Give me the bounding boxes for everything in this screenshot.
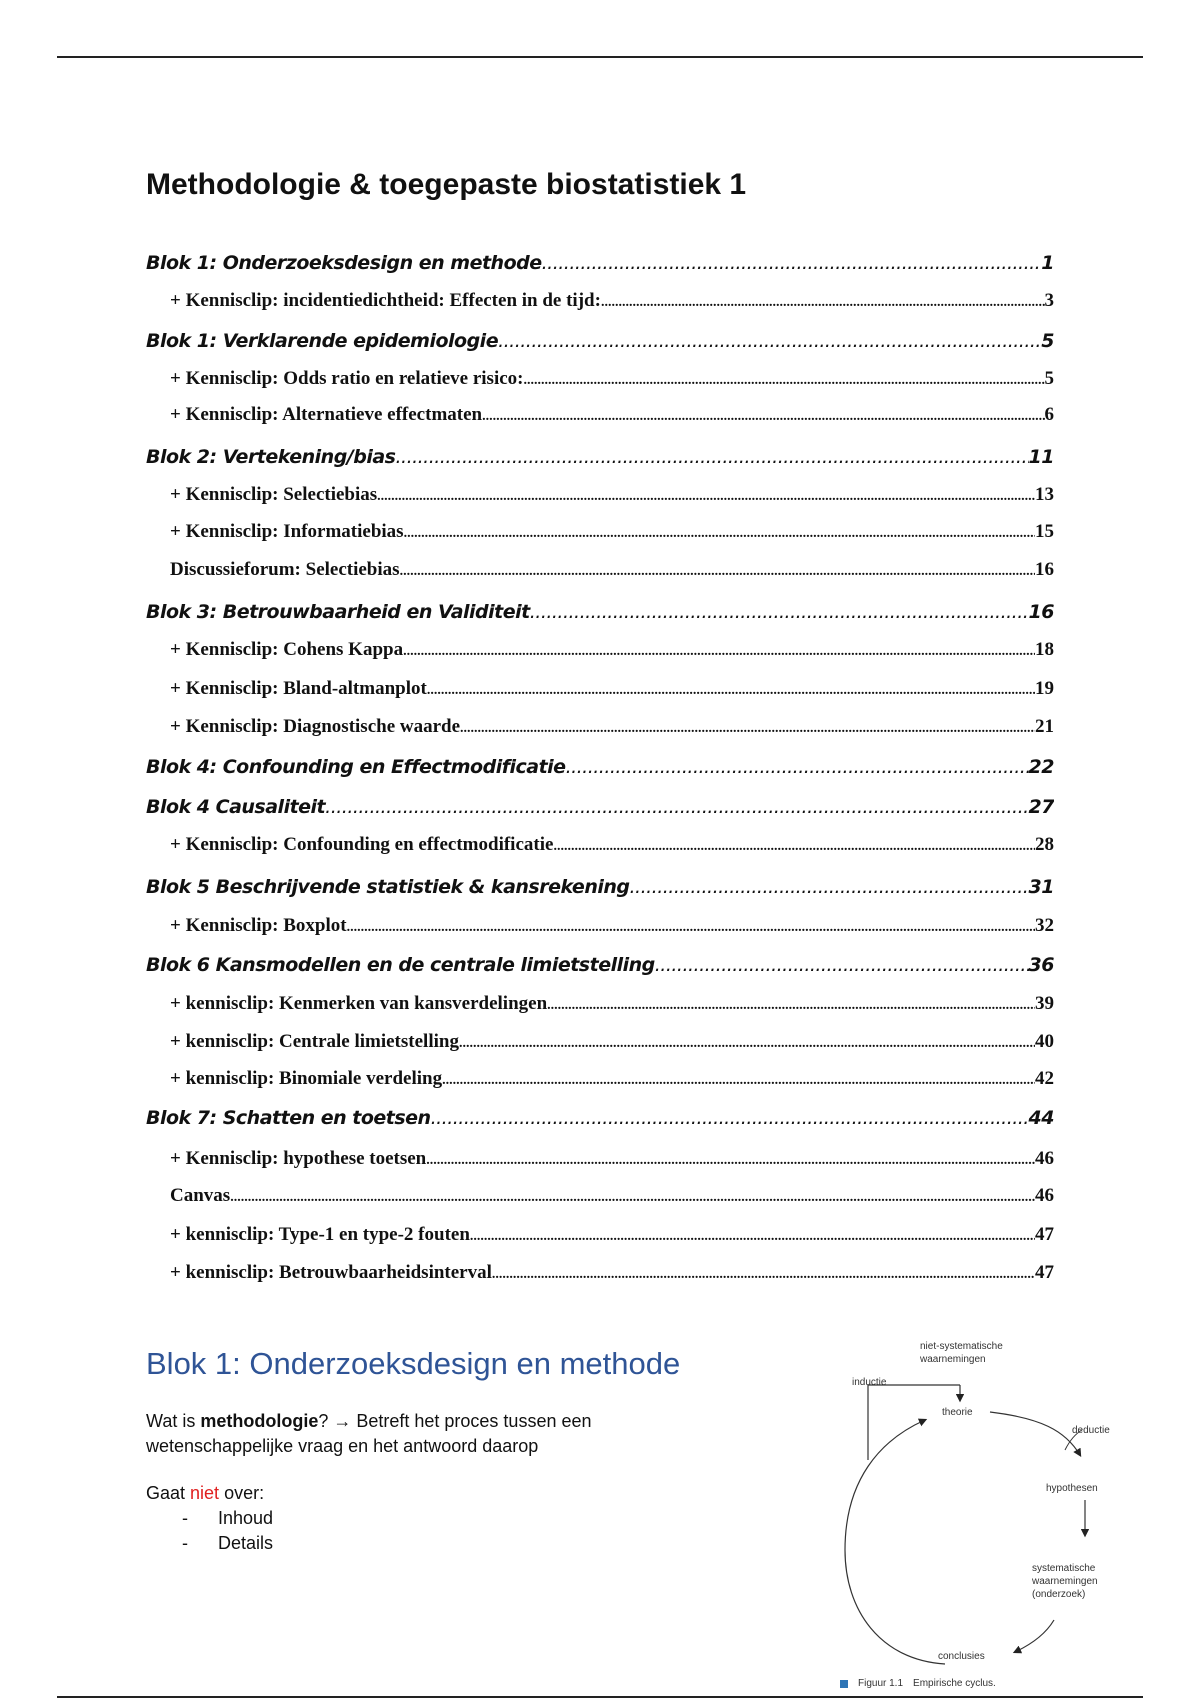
toc-leader-dots (530, 601, 1029, 623)
toc-entry-label: + kennisclip: Betrouwbaarheidsinterval (170, 1262, 492, 1283)
dash-marker: - (182, 1508, 188, 1528)
arrow-to-hypothesen (990, 1412, 1080, 1455)
toc-entry-label: + Kennisclip: Cohens Kappa (170, 639, 404, 660)
toc-entry-page: 28 (1035, 834, 1054, 855)
toc-entry-label: + Kennisclip: Diagnostische waarde (170, 716, 461, 737)
toc-entry-main[interactable] (146, 446, 1054, 468)
toc-entry-page: 6 (1044, 404, 1054, 425)
methodology-definition (146, 1409, 706, 1459)
toc-entry-label: Blok 4 Causaliteit (146, 796, 326, 818)
toc-entry-page: 42 (1035, 1068, 1054, 1089)
toc-leader-dots (524, 373, 1045, 389)
caption-text: Empirische cyclus. (913, 1678, 996, 1689)
toc-entry-sub[interactable] (146, 521, 1054, 543)
toc-entry-sub[interactable] (146, 368, 1054, 390)
toc-leader-dots (547, 998, 1035, 1014)
toc-entry-sub[interactable] (146, 678, 1054, 700)
toc-entry-sub[interactable] (146, 1262, 1054, 1284)
toc-entry-label: + Kennisclip: Informatiebias (170, 521, 404, 542)
toc-entry-sub[interactable] (146, 716, 1054, 738)
top-rule (57, 56, 1143, 58)
not-about-line (146, 1481, 706, 1506)
toc-entry-page: 46 (1035, 1148, 1054, 1169)
toc-entry-page: 47 (1035, 1262, 1054, 1283)
toc-entry-page: 3 (1044, 290, 1054, 311)
toc-entry-sub[interactable] (146, 1185, 1054, 1207)
toc-entry-page: 31 (1028, 876, 1054, 898)
toc-entry-page: 16 (1035, 559, 1054, 580)
toc-entry-main[interactable] (146, 1107, 1054, 1129)
toc-leader-dots (325, 796, 1028, 818)
toc-entry-label: + Kennisclip: Selectiebias (170, 484, 378, 505)
toc-entry-label: Blok 4: Confounding en Effectmodificatie (146, 756, 566, 778)
toc-entry-label: Canvas (170, 1185, 231, 1206)
toc-entry-page: 32 (1035, 915, 1054, 936)
toc-leader-dots (542, 252, 1042, 274)
not-about-list (146, 1506, 706, 1556)
toc-entry-page: 21 (1035, 716, 1054, 737)
toc-leader-dots (347, 920, 1035, 936)
toc-entry-sub[interactable] (146, 559, 1054, 581)
toc-entry-main[interactable] (146, 756, 1054, 778)
label-niet-systematisch: niet-systematische waarnemingen (920, 1341, 1003, 1365)
toc-entry-label: Discussieforum: Selectiebias (170, 559, 400, 580)
text-fragment: ? → Betreft het proces tussen een wetenschappelijke vraag en het antwoord daarop (146, 1411, 592, 1456)
toc-entry-main[interactable] (146, 796, 1054, 818)
toc-entry-main[interactable] (146, 601, 1054, 623)
red-emphasis: niet (190, 1483, 220, 1503)
list-item (146, 1506, 706, 1531)
toc-entry-label: Blok 1: Onderzoeksdesign en methode (146, 252, 542, 274)
toc-entry-page: 47 (1035, 1224, 1054, 1245)
toc-entry-page: 16 (1028, 601, 1054, 623)
toc-leader-dots (459, 1036, 1035, 1052)
toc-entry-sub[interactable] (146, 915, 1054, 937)
toc-entry-sub[interactable] (146, 290, 1054, 312)
toc-entry-page: 19 (1035, 678, 1054, 699)
toc-entry-page: 13 (1035, 484, 1054, 505)
toc-leader-dots (404, 526, 1035, 542)
toc-entry-sub[interactable] (146, 639, 1054, 661)
toc-entry-main[interactable] (146, 954, 1054, 976)
toc-entry-page: 1 (1041, 252, 1054, 274)
empirical-cycle-figure (820, 1330, 1150, 1698)
toc-entry-label: Blok 6 Kansmodellen en de centrale limietstelling (146, 954, 655, 976)
toc-entry-page: 5 (1041, 330, 1054, 352)
toc-entry-label: + Kennisclip: Boxplot (170, 915, 347, 936)
toc-leader-dots (492, 1267, 1035, 1283)
toc-entry-page: 22 (1028, 756, 1054, 778)
toc-entry-main[interactable] (146, 330, 1054, 352)
toc-leader-dots (470, 1229, 1035, 1245)
label-deductie: deductie (1072, 1425, 1110, 1436)
toc-entry-label: Blok 5 Beschrijvende statistiek & kansrekening (146, 876, 630, 898)
table-of-contents (146, 252, 1054, 1292)
toc-entry-label: + kennisclip: Kenmerken van kansverdelingen (170, 993, 548, 1014)
caption-square-icon (840, 1680, 848, 1688)
toc-entry-page: 18 (1035, 639, 1054, 660)
toc-leader-dots (566, 756, 1029, 778)
toc-entry-sub[interactable] (146, 834, 1054, 856)
toc-leader-dots (601, 295, 1045, 311)
label-conclusies: conclusies (938, 1651, 985, 1662)
label-hypothesen: hypothesen (1046, 1483, 1098, 1494)
toc-entry-label: Blok 1: Verklarende epidemiologie (146, 330, 499, 352)
toc-entry-label: + kennisclip: Centrale limietstelling (170, 1031, 459, 1052)
toc-leader-dots (442, 1073, 1035, 1089)
toc-leader-dots (630, 876, 1029, 898)
toc-entry-label: Blok 3: Betrouwbaarheid en Validiteit (146, 601, 530, 623)
toc-entry-label: + Kennisclip: Odds ratio en relatieve risico: (170, 368, 524, 389)
arrow-back-to-theorie (845, 1420, 945, 1664)
toc-entry-label: + Kennisclip: Alternatieve effectmaten (170, 404, 483, 425)
list-item (146, 1531, 706, 1556)
toc-entry-main[interactable] (146, 876, 1054, 898)
toc-leader-dots (426, 1153, 1035, 1169)
text-fragment: over: (219, 1483, 265, 1503)
label-systematisch: systematische waarnemingen (onderzoek) (1032, 1563, 1098, 1600)
toc-leader-dots (460, 721, 1035, 737)
figure-caption (840, 1678, 996, 1689)
label-theorie: theorie (942, 1407, 973, 1418)
toc-entry-main[interactable] (146, 252, 1054, 274)
toc-entry-sub[interactable] (146, 1068, 1054, 1090)
toc-entry-sub[interactable] (146, 404, 1054, 426)
toc-entry-sub[interactable] (146, 993, 1054, 1015)
toc-entry-label: Blok 2: Vertekening/bias (146, 446, 396, 468)
toc-entry-page: 36 (1028, 954, 1054, 976)
toc-entry-label: Blok 7: Schatten en toetsen (146, 1107, 431, 1129)
toc-entry-sub[interactable] (146, 484, 1054, 506)
text-fragment: Gaat (146, 1483, 191, 1503)
list-item-text: Details (218, 1533, 274, 1553)
toc-leader-dots (427, 683, 1035, 699)
label-inductie: inductie (852, 1377, 887, 1388)
toc-entry-sub[interactable] (146, 1224, 1054, 1246)
toc-entry-page: 15 (1035, 521, 1054, 542)
toc-leader-dots (230, 1190, 1035, 1206)
toc-entry-label: + kennisclip: Type-1 en type-2 fouten (170, 1224, 470, 1245)
document-title: Methodologie & toegepaste biostatistiek 1 (146, 168, 747, 201)
toc-entry-label: + Kennisclip: Confounding en effectmodificatie (170, 834, 554, 855)
toc-leader-dots (400, 564, 1035, 580)
text-fragment: Wat is (146, 1411, 201, 1431)
toc-leader-dots (482, 409, 1044, 425)
toc-leader-dots (655, 954, 1029, 976)
caption-number: Figuur 1.1 (858, 1678, 904, 1689)
bold-term: methodologie (200, 1411, 319, 1431)
arrow-to-conclusies (1015, 1620, 1054, 1652)
bottom-rule (57, 1696, 1143, 1698)
toc-entry-sub[interactable] (146, 1148, 1054, 1170)
toc-entry-page: 40 (1035, 1031, 1054, 1052)
toc-entry-page: 5 (1044, 368, 1054, 389)
toc-leader-dots (431, 1107, 1029, 1129)
toc-entry-label: + kennisclip: Binomiale verdeling (170, 1068, 443, 1089)
toc-leader-dots (395, 446, 1028, 468)
toc-entry-page: 11 (1028, 446, 1054, 468)
dash-marker: - (182, 1533, 188, 1553)
section-body (146, 1409, 706, 1556)
toc-entry-page: 44 (1028, 1107, 1054, 1129)
toc-leader-dots (377, 489, 1035, 505)
toc-entry-label: + Kennisclip: Bland-altmanplot (170, 678, 427, 699)
toc-entry-label: + Kennisclip: incidentiedichtheid: Effecten in de tijd: (170, 290, 601, 311)
toc-leader-dots (498, 330, 1041, 352)
toc-entry-page: 46 (1035, 1185, 1054, 1206)
toc-leader-dots (553, 839, 1035, 855)
toc-entry-page: 27 (1028, 796, 1054, 818)
toc-entry-sub[interactable] (146, 1031, 1054, 1053)
toc-entry-label: + Kennisclip: hypothese toetsen (170, 1148, 427, 1169)
toc-entry-page: 39 (1035, 993, 1054, 1014)
toc-leader-dots (403, 644, 1035, 660)
section-heading: Blok 1: Onderzoeksdesign en methode (146, 1346, 681, 1381)
list-item-text: Inhoud (218, 1508, 274, 1528)
